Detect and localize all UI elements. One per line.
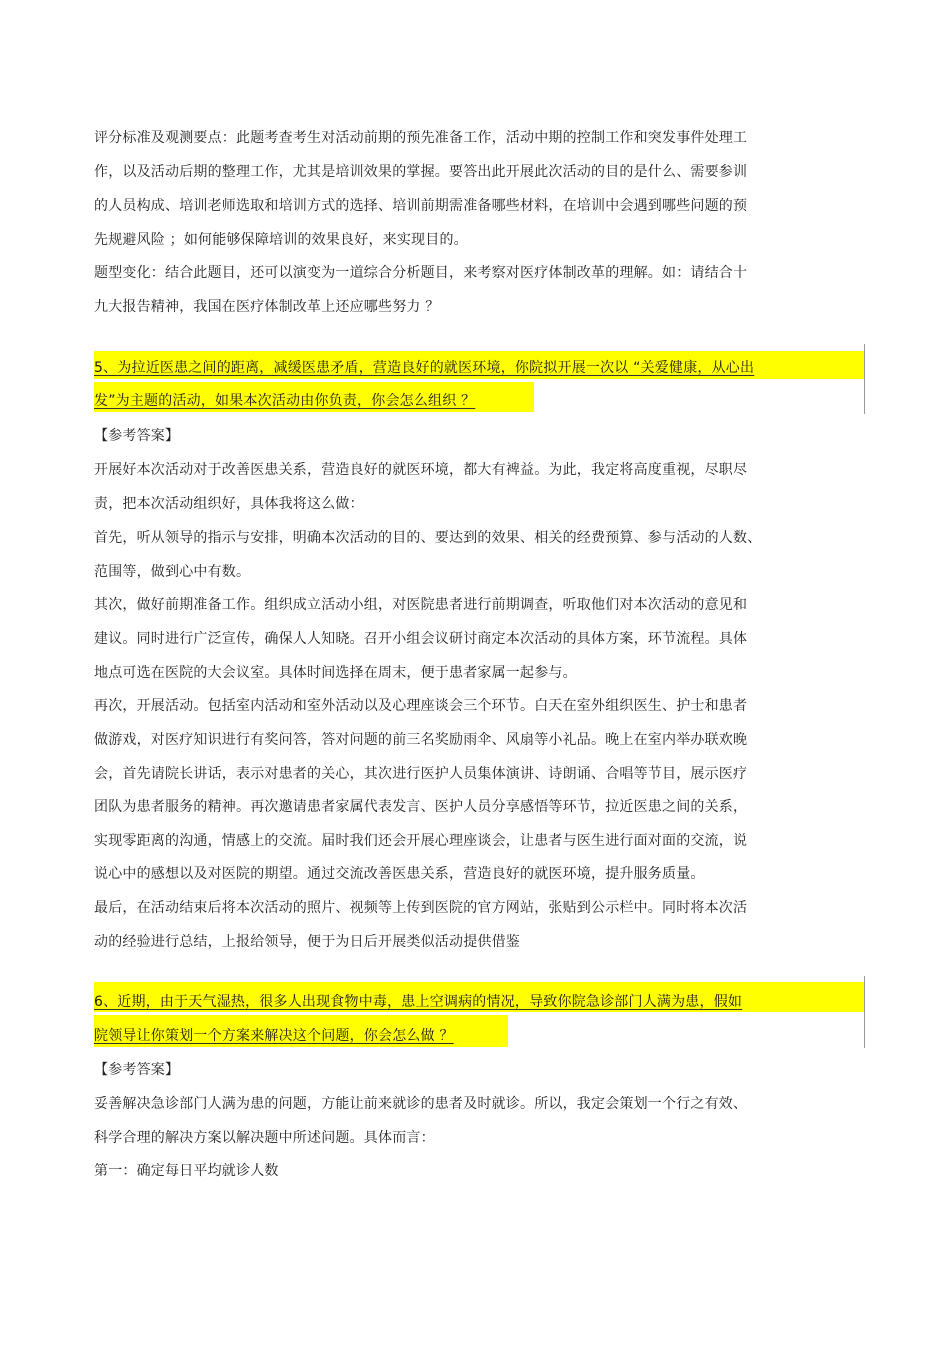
- answer-line: 第一：确定每日平均就诊人数: [94, 1163, 279, 1179]
- answer-line: 再次，开展活动。包括室内活动和室外活动以及心理座谈会三个环节。白天在室外组织医生、护士和患者: [94, 698, 748, 714]
- answer-line: 责，把本次活动组织好，具体我将这么做：: [94, 496, 364, 512]
- highlight-edge: [864, 344, 865, 414]
- intro-line: 九大报告精神，我国在医疗体制改革上还应哪些努力 ？: [94, 299, 440, 315]
- question-6-title: 院领导让你策划一个方案来解决这个问题，你会怎么做 ？: [94, 1028, 454, 1044]
- answer-line: 地点可选在医院的大会议室。具体时间选择在周末，便于患者家属一起参与。: [94, 665, 577, 681]
- intro-line: 评分标准及观测要点：此题考查考生对活动前期的预先准备工作，活动中期的控制工作和突发事件处理工: [94, 130, 748, 146]
- intro-line: 的人员构成、培训老师选取和培训方式的选择、培训前期需准备哪些材料，在培训中会遇到哪些问题的预: [94, 198, 748, 214]
- answer-line: 范围等，做到心中有数。: [94, 564, 251, 580]
- intro-line: 作，以及活动后期的整理工作，尤其是培训效果的掌握。要答出此开展此次活动的目的是什么、需要参训: [94, 164, 748, 180]
- intro-line: 先规避风险 ；如何能够保障培训的效果良好，来实现目的。: [94, 232, 468, 248]
- intro-line: 题型变化：结合此题目，还可以演变为一道综合分析题目，来考察对医疗体制改革的理解。如：请结合十: [94, 265, 748, 281]
- answer-line: 建议。同时进行广泛宣传，确保人人知晓。召开小组会议研讨商定本次活动的具体方案，环节流程。具体: [94, 631, 748, 647]
- answer-line: 实现零距离的沟通，情感上的交流。届时我们还会开展心理座谈会，让患者与医生进行面对面的交流，说: [94, 833, 748, 849]
- answer-line: 其次，做好前期准备工作。组织成立活动小组，对医院患者进行前期调查，听取他们对本次活动的意见和: [94, 597, 748, 613]
- answer-line: 会，首先请院长讲话，表示对患者的关心，其次进行医护人员集体演讲、诗朗诵、合唱等节目，展示医疗: [94, 766, 748, 782]
- answer-label: 【参考答案】: [94, 1062, 180, 1078]
- answer-line: 说心中的感想以及对医院的期望。通过交流改善医患关系，营造良好的就医环境，提升服务质量。: [94, 866, 705, 882]
- answer-line: 首先，听从领导的指示与安排，明确本次活动的目的、要达到的效果、相关的经费预算、参与活动的人数、: [94, 530, 762, 546]
- answer-label: 【参考答案】: [94, 428, 180, 444]
- answer-line: 动的经验进行总结，上报给领导，便于为日后开展类似活动提供借鉴: [94, 934, 520, 950]
- answer-line: 做游戏，对医疗知识进行有奖问答，答对问题的前三名奖励雨伞、风扇等小礼品。晚上在室内举办联欢晚: [94, 732, 748, 748]
- answer-line: 开展好本次活动对于改善医患关系，营造良好的就医环境，都大有裨益。为此，我定将高度重视，尽职尽: [94, 462, 748, 478]
- highlight-edge: [864, 976, 865, 1048]
- answer-line: 团队为患者服务的精神。再次邀请患者家属代表发言、医护人员分享感悟等环节，拉近医患之间的关系，: [94, 799, 748, 815]
- question-5-title: 发”为主题的活动，如果本次活动由你负责，你会怎么组织 ？: [94, 393, 476, 409]
- answer-line: 妥善解决急诊部门人满为患的问题，方能让前来就诊的患者及时就诊。所以，我定会策划一个行之有效、: [94, 1096, 748, 1112]
- answer-line: 最后，在活动结束后将本次活动的照片、视频等上传到医院的官方网站，张贴到公示栏中。同时将本次活: [94, 900, 748, 916]
- question-5-title: 5、为拉近医患之间的距离，减缓医患矛盾，营造良好的就医环境，你院拟开展一次以 “关爱健康，从心出: [94, 360, 755, 376]
- answer-line: 科学合理的解决方案以解决题中所述问题。具体而言：: [94, 1130, 435, 1146]
- question-6-title: 6、近期，由于天气湿热，很多人出现食物中毒，患上空调病的情况，导致你院急诊部门人满为患，假如: [94, 994, 743, 1010]
